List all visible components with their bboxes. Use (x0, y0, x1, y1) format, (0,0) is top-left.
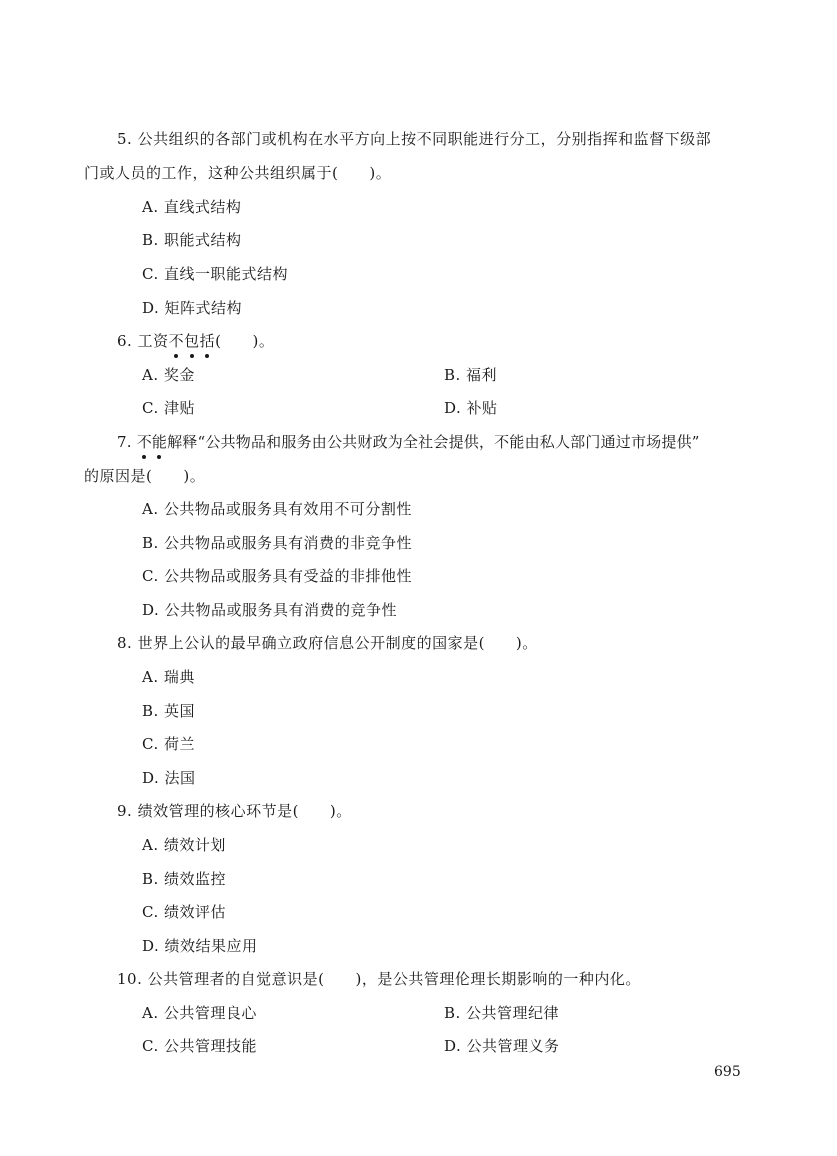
question-9-option-c: C. 绩效评估 (142, 903, 226, 921)
question-7-option-a: A. 公共物品或服务具有效用不可分割性 (142, 500, 412, 518)
emphasis-char: 能 (151, 433, 168, 451)
question-9-option-a: A. 绩效计划 (142, 836, 226, 854)
question-9-line-1: 9. 绩效管理的核心环节是( )。 (117, 802, 352, 820)
question-5-option-c: C. 直线一职能式结构 (142, 265, 288, 283)
question-7-line-1 (117, 432, 700, 452)
question-5-line-1: 5. 公共组织的各部门或机构在水平方向上按不同职能进行分工，分别指挥和监督下级部 (117, 130, 712, 148)
question-7-option-c: C. 公共物品或服务具有受益的非排他性 (142, 567, 412, 585)
question-7-option-b: B. 公共物品或服务具有消费的非竞争性 (142, 534, 413, 552)
question-8-option-a: A. 瑞典 (142, 668, 195, 686)
question-7-prefix: 7. (117, 433, 137, 451)
question-10-option-a: A. 公共管理良心 (142, 1004, 257, 1022)
question-10-option-b: B. 公共管理纪律 (444, 1004, 560, 1022)
question-5-option-b: B. 职能式结构 (142, 231, 242, 249)
question-7-option-d: D. 公共物品或服务具有消费的竞争性 (142, 601, 398, 619)
question-6-option-d: D. 补贴 (444, 399, 498, 417)
question-8-option-d: D. 法国 (142, 769, 196, 787)
question-8-line-1: 8. 世界上公认的最早确立政府信息公开制度的国家是( )。 (117, 634, 538, 652)
page-number: 695 (714, 1064, 741, 1080)
question-7-suffix: 解释“公共物品和服务由公共财政为全社会提供，不能由私人部门通过市场提供” (167, 433, 700, 451)
question-10-option-c: C. 公共管理技能 (142, 1037, 257, 1055)
question-5-option-a: A. 直线式结构 (142, 198, 242, 216)
question-10-line-1: 10. 公共管理者的自觉意识是( )，是公共管理伦理长期影响的一种内化。 (117, 970, 641, 988)
question-10-option-d: D. 公共管理义务 (444, 1037, 560, 1055)
emphasis-char: 包 (184, 332, 200, 350)
question-9-option-b: B. 绩效监控 (142, 870, 227, 888)
emphasis-char: 不 (136, 433, 152, 451)
emphasis-char: 不 (168, 332, 185, 350)
question-6-prefix: 6. 工资 (117, 332, 169, 350)
question-6-option-a: A. 奖金 (142, 366, 195, 384)
question-7-line-2: 的原因是( )。 (84, 467, 206, 485)
question-9-option-d: D. 绩效结果应用 (142, 937, 258, 955)
question-6-option-c: C. 津贴 (142, 399, 195, 417)
question-8-option-c: C. 荷兰 (142, 735, 195, 753)
question-8-option-b: B. 英国 (142, 702, 196, 720)
question-5-option-d: D. 矩阵式结构 (142, 299, 243, 317)
question-6-option-b: B. 福利 (444, 366, 498, 384)
question-6-line-1 (117, 331, 274, 351)
question-5-line-2: 门或人员的工作，这种公共组织属于( )。 (84, 164, 392, 182)
question-6-suffix: ( )。 (215, 332, 275, 350)
emphasis-char: 括 (199, 332, 216, 350)
